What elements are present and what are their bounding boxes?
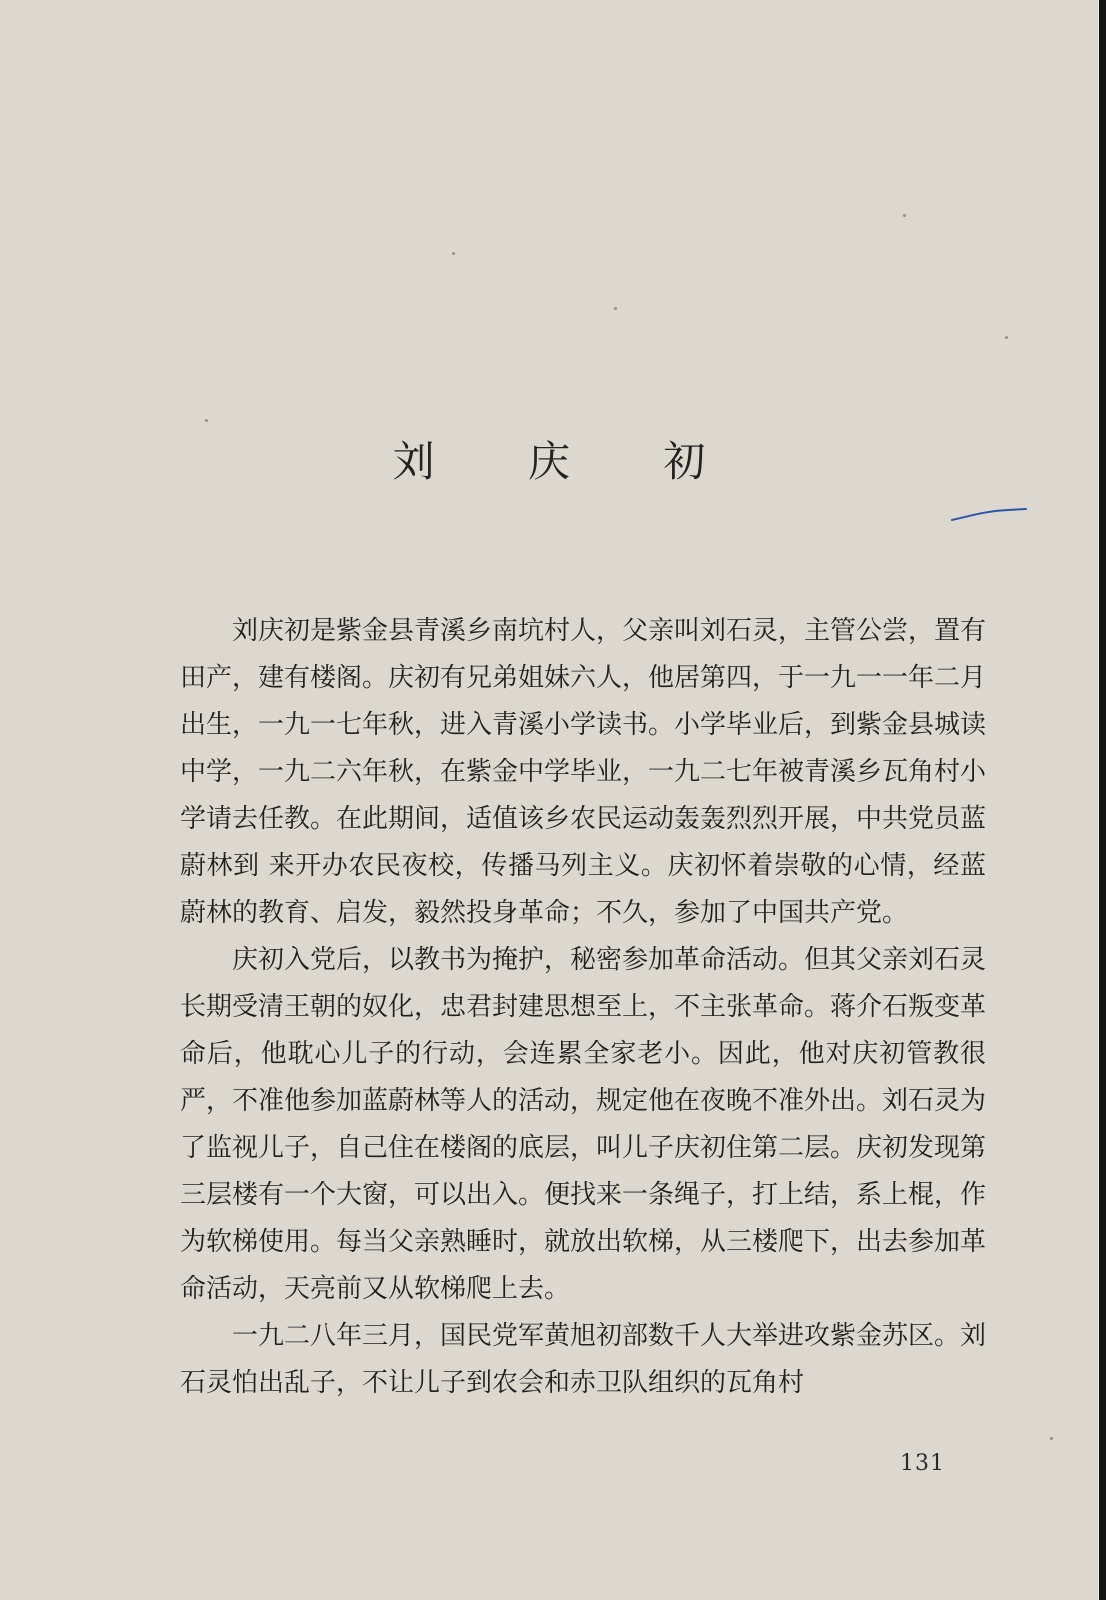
paper-speck bbox=[614, 307, 617, 310]
page-title: 刘 庆 初 bbox=[392, 437, 746, 486]
blue-pen-mark bbox=[950, 508, 1030, 524]
paper-speck bbox=[1005, 336, 1008, 339]
paragraph-3: 一九二八年三月，国民党军黄旭初部数千人大举进攻紫金苏区。刘石灵怕出乱子，不让儿子到农会和赤卫队组织的瓦角村 bbox=[180, 1321, 987, 1398]
paragraph-2: 庆初入党后，以教书为掩护，秘密参加革命活动。但其父亲刘石灵长期受清王朝的奴化，忠君封建思想至上，不主张革命。蒋介石叛变革命后，他耽心儿子的行动，会连累全家老小。因此，他对庆初管教很严，不准他参加蓝蔚林等人的活动，规定他在夜晚不准外出。刘石灵为了监视儿子，自己住在楼阁的底层，叫儿子庆初住第二层。庆初发现第三层楼有一个大窗，可以出入。便找来一条绳子，打上结，系上棍，作为软梯使用。每当父亲熟睡时，就放出软梯，从三楼爬下，出去参加革命活动，天亮前又从软梯爬上去。 bbox=[180, 945, 987, 1304]
paper-speck bbox=[1050, 1437, 1053, 1440]
paper-speck bbox=[205, 419, 208, 422]
paper-speck bbox=[452, 252, 455, 255]
body-text bbox=[180, 608, 986, 1407]
paper-speck bbox=[903, 214, 906, 217]
scan-edge bbox=[1099, 0, 1106, 1600]
page-number: 131 bbox=[900, 1451, 945, 1476]
paragraph-1: 刘庆初是紫金县青溪乡南坑村人，父亲叫刘石灵，主管公尝，置有田产，建有楼阁。庆初有兄弟姐妹六人，他居第四，于一九一一年二月出生，一九一七年秋，进入青溪小学读书。小学毕业后，到紫金县城读 中学，一九二六年秋，在紫金中学毕业，一九二七年被青溪乡瓦角村小学请去任教。在此期间，适值该乡农民运动轰轰烈烈开展，中共党员蓝蔚林到 来开办农民夜校，传播马列主义。庆初怀着崇敬的心情，经蓝蔚林的教育、启发，毅然投身革命；不久，参加了中国共产党。 bbox=[180, 616, 987, 928]
